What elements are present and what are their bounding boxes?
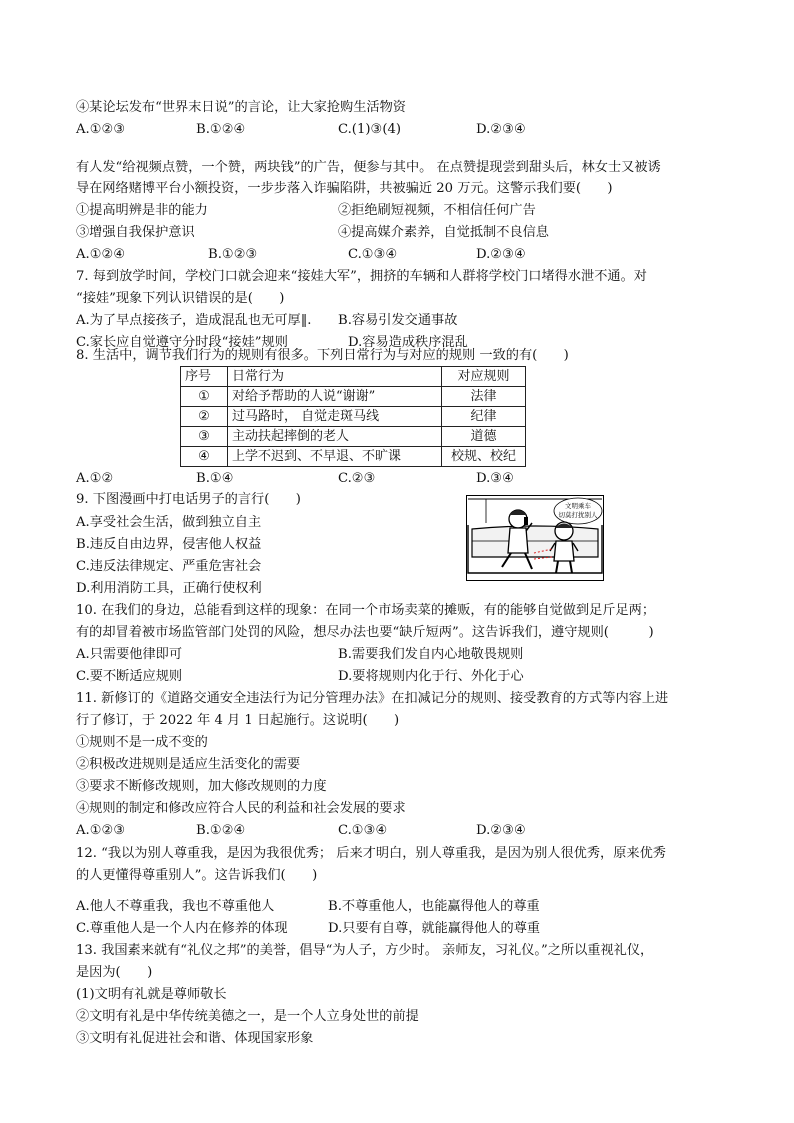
table-cell: ① — [181, 387, 228, 407]
q6-option-c: C.①③④ — [348, 247, 398, 262]
q11-option-c: C.①③④ — [338, 823, 388, 838]
q7-option-a: A.为了早点接孩子，造成混乱也无可厚‖. — [76, 313, 312, 328]
q6-statement-1: ①提高明辨是非的能力 — [76, 203, 208, 218]
table-row — [181, 447, 526, 467]
q6-statement-2: ②拒绝刷短视频，不相信任何广告 — [338, 203, 536, 218]
table-cell: 过马路时， 自觉走斑马线 — [228, 407, 442, 427]
q9-option-a: A.享受社会生活，做到独立自主 — [76, 515, 262, 530]
table-row — [181, 427, 526, 447]
q7-option-c: C.家长应自觉遵守分时段“接娃”规则 — [76, 335, 288, 350]
q9-option-b: B.违反自由边界，侵害他人权益 — [76, 537, 262, 552]
q9-stem: 9. 下图漫画中打电话男子的言行( ) — [76, 492, 301, 507]
table-cell: 纪律 — [442, 407, 526, 427]
table-cell: ② — [181, 407, 228, 427]
q10-option-d: D.要将规则内化于行、外化于心 — [338, 669, 524, 684]
q10-stem-line-2: 有的却冒着被市场监管部门处罚的风险，想尽办法也要“缺斤短两”。这告诉我们，遵守规则( ) — [76, 625, 654, 640]
q12-option-a: A.他人不尊重我，我也不尊重他人 — [76, 899, 275, 914]
q12-option-b: B.不尊重他人，也能赢得他人的尊重 — [328, 899, 540, 914]
q6-option-d: D.②③④ — [476, 247, 526, 262]
q9-option-d: D.利用消防工具，正确行使权利 — [76, 581, 262, 596]
q11-statement-3: ③要求不断修改规则，加大修改规则的力度 — [76, 779, 327, 794]
q11-option-a: A.①②③ — [76, 823, 126, 838]
q12-stem-line-1: 12. “我以为别人尊重我，是因为我很优秀； 后来才明白，别人尊重我，是因为别人很优秀，原来优秀 — [76, 846, 666, 861]
option-c: C.(1)③(4) — [338, 122, 401, 137]
q12-option-c: C.尊重他人是一个人内在修养的体现 — [76, 921, 288, 936]
table-cell: 道德 — [442, 427, 526, 447]
table-header-cell: 序号 — [181, 367, 228, 387]
q12-option-d: D.只要有自尊，就能赢得他人的尊重 — [328, 921, 541, 936]
q6-option-b: B.①②③ — [208, 247, 258, 262]
q7-option-d: D.容易造成秩序混乱 — [348, 335, 468, 350]
table-row — [181, 387, 526, 407]
q7-option-b: B.容易引发交通事故 — [338, 313, 458, 328]
q10-stem-line-1: 10. 在我们的身边，总能看到这样的现象：在同一个市场卖菜的摊贩，有的能够自觉做到足斤足两； — [76, 603, 656, 618]
cartoon-phone-call-image — [466, 495, 604, 581]
table-cell: 主动扶起摔倒的老人 — [228, 427, 442, 447]
table-cell: 上学不迟到、不早退、不旷课 — [228, 447, 442, 467]
q13-statement-1: (1)文明有礼就是尊师敬长 — [76, 987, 227, 1002]
q13-stem-line-1: 13. 我国素来就有“礼仪之邦”的美誉，倡导“为人子，方少时。 亲师友，习礼仪。”之所以重视礼仪， — [76, 943, 654, 958]
q12-stem-line-2: 的人更懂得尊重别人”。这告诉我们( ) — [76, 868, 318, 883]
q10-option-c: C.要不断适应规则 — [76, 669, 183, 684]
q8-option-c: C.②③ — [338, 471, 376, 486]
q6-stem-line-1: 有人发“给视频点赞，一个赞，两块钱”的广告，便参与其中。 在点赞提现尝到甜头后，林女士又被诱 — [76, 160, 661, 175]
cartoon-bubble-line-2: 切莫打扰别人 — [558, 511, 598, 519]
q9-option-c: C.违反法律规定、严重危害社会 — [76, 559, 262, 574]
q7-stem-line-1: 7. 每到放学时间，学校门口就会迎来“接娃大军”，拥挤的车辆和人群将学校门口堵得水泄不通。对 — [76, 269, 647, 284]
q10-option-b: B.需要我们发自内心地敬畏规则 — [338, 647, 524, 662]
table-header-cell: 日常行为 — [228, 367, 442, 387]
table-cell: ④ — [181, 447, 228, 467]
table-header-row — [181, 367, 526, 387]
q8-option-d: D.③④ — [476, 471, 514, 486]
q6-statement-4: ④提高媒介素养，自觉抵制不良信息 — [338, 225, 549, 240]
q11-statement-1: ①规则不是一成不变的 — [76, 735, 208, 750]
option-a: A.①②③ — [76, 122, 126, 137]
q8-option-b: B.①④ — [196, 471, 234, 486]
q13-statement-3: ③文明有礼促进社会和谐、体现国家形象 — [76, 1031, 314, 1046]
option-b: B.①②④ — [196, 122, 246, 137]
q11-option-d: D.②③④ — [476, 823, 526, 838]
table-cell: 对给予帮助的人说“谢谢” — [228, 387, 442, 407]
q6-statement-3: ③增强自我保护意识 — [76, 225, 195, 240]
cartoon-bubble-line-1: 文明乘车 — [565, 502, 591, 510]
statement-4: ④某论坛发布“世界末日说”的言论，让大家抢购生活物资 — [76, 100, 406, 115]
q6-option-a: A.①②④ — [76, 247, 126, 262]
q11-option-b: B.①②④ — [196, 823, 246, 838]
q8-stem: 8. 生活中，调节我们行为的规则有很多。下列日常行为与对应的规则 一致的有( ) — [76, 348, 569, 363]
table-cell: ③ — [181, 427, 228, 447]
q11-statement-4: ④规则的制定和修改应符合人民的利益和社会发展的要求 — [76, 801, 406, 816]
q13-stem-line-2: 是因为( ) — [76, 965, 153, 980]
q11-stem-line-2: 行了修订，于 2022 年 4 月 1 日起施行。这说明( ) — [76, 713, 400, 728]
table-header-cell: 对应规则 — [442, 367, 526, 387]
q11-stem-line-1: 11. 新修订的《道路交通安全违法行为记分管理办法》在扣减记分的规则、接受教育的方式等内容上进 — [76, 691, 669, 706]
option-d: D.②③④ — [476, 122, 526, 137]
table-row — [181, 407, 526, 427]
q8-option-a: A.①② — [76, 471, 114, 486]
q13-statement-2: ②文明有礼是中华传统美德之一，是一个人立身处世的前提 — [76, 1009, 419, 1024]
rules-table — [180, 366, 526, 467]
q6-stem-line-2: 导在网络赌博平台小额投资，一步步落入诈骗陷阱，共被骗近 20 万元。这警示我们要( ) — [76, 181, 613, 196]
table-cell: 校规、校纪 — [442, 447, 526, 467]
q11-statement-2: ②积极改进规则是适应生活变化的需要 — [76, 757, 301, 772]
q7-stem-line-2: “接娃”现象下列认识错误的是( ) — [76, 291, 285, 306]
q10-option-a: A.只需要他律即可 — [76, 647, 183, 662]
table-cell: 法律 — [442, 387, 526, 407]
